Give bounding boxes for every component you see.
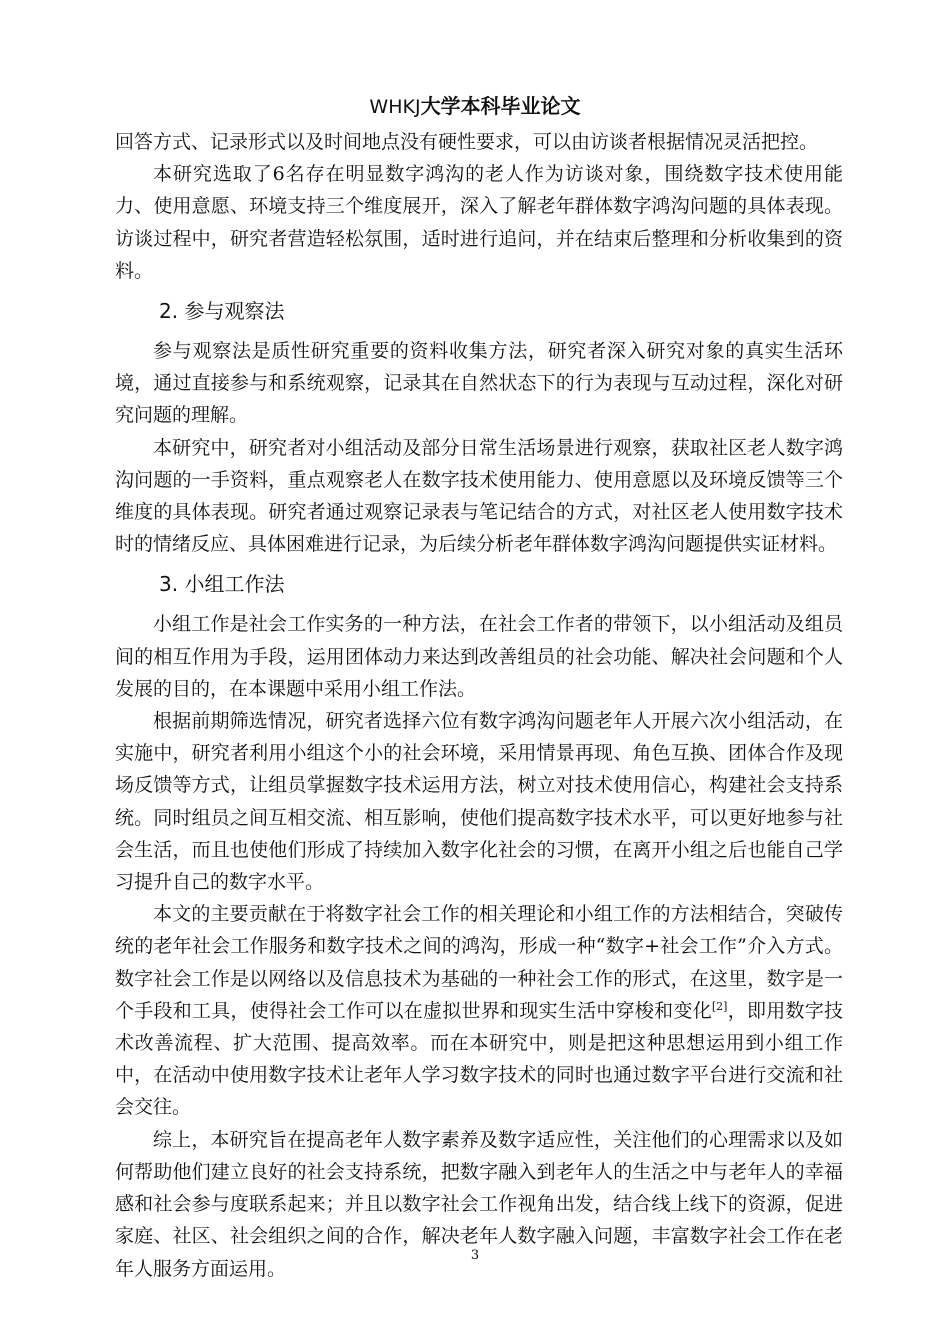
page-number: 3 <box>470 1248 480 1263</box>
document-body <box>115 126 843 1285</box>
paragraph-continued: 回答方式、记录形式以及时间地点没有硬性要求，可以由访谈者根据情况灵活把控。 <box>115 131 819 153</box>
paragraph-contribution <box>115 898 843 1123</box>
section-heading-group-work: 3. 小组工作法 <box>159 572 285 597</box>
contribution-text-b: ，即用数字技术改善流程、扩大范围、提高效率。而在本研究中，则是把这种思想运用到小组工作中，在活动中使用数字技术让老年人学习数字技术的同时也通过数字平台进行交流和社会交往。 <box>115 999 843 1119</box>
header-title: 大学本科毕业论文 <box>420 94 581 118</box>
header-latin: WHKJ <box>369 96 421 118</box>
section-heading-participant-observation: 2. 参与观察法 <box>159 299 285 324</box>
paragraph-summary: 综上，本研究旨在提高老年人数字素养及数字适应性，关注他们的心理需求以及如何帮助他们建立良好的社会支持系统，把数字融入到老年人的生活之中与老年人的幸福感和社会参与度联系起来；并且以数字社会工作视角出发，结合线上线下的资源，促进家庭、社区、社会组织之间的合作，解决老年人数字融入问题，丰富数字社会工作在老年人服务方面运用。 <box>115 1128 843 1280</box>
citation-marker: [2] <box>711 999 728 1013</box>
paragraph-observation-definition: 参与观察法是质性研究重要的资料收集方法，研究者深入研究对象的真实生活环境，通过直接参与和系统观察，记录其在自然状态下的行为表现与互动过程，深化对研究问题的理解。 <box>115 340 843 427</box>
paragraph-group-work-application: 根据前期筛选情况，研究者选择六位有数字鸿沟问题老年人开展六次小组活动，在实施中，研究者利用小组这个小的社会环境，采用情景再现、角色互换、团体合作及现场反馈等方式，让组员掌握数字技术运用方法，树立对技术使用信心，构建社会支持系统。同时组员之间互相交流、相互影响，使他们提高数字技术水平，可以更好地参与社会生活，而且也使他们形成了持续加入数字化社会的习惯，在离开小组之后也能自己学习提升自己的数字水平。 <box>115 710 843 894</box>
paragraph-interview-method: 本研究选取了6名存在明显数字鸿沟的老人作为访谈对象，围绕数字技术使用能力、使用意愿、环境支持三个维度展开，深入了解老年群体数字鸿沟问题的具体表现。访谈过程中，研究者营造轻松氛围，适时进行追问，并在结束后整理和分析收集到的资料。 <box>115 163 843 282</box>
paragraph-observation-application: 本研究中，研究者对小组活动及部分日常生活场景进行观察，获取社区老人数字鸿沟问题的一手资料，重点观察老人在数字技术使用能力、使用意愿以及环境反馈等三个维度的具体表现。研究者通过观察记录表与笔记结合的方式，对社区老人使用数字技术时的情绪反应、具体困难进行记录，为后续分析老年群体数字鸿沟问题提供实证材料。 <box>115 436 843 556</box>
contribution-text-a: 本文的主要贡献在于将数字社会工作的相关理论和小组工作的方法相结合，突破传统的老年社会工作服务和数字技术之间的鸿沟，形成一种“数字+社会工作”介入方式。数字社会工作是以网络以及信息技术为基础的一种社会工作的形式，在这里，数字是一个手段和工具，使得社会工作可以在虚拟世界和现实生活中穿梭和变化 <box>115 903 843 1022</box>
page-header <box>0 92 950 121</box>
paragraph-group-work-definition: 小组工作是社会工作实务的一种方法，在社会工作者的带领下，以小组活动及组员间的相互作用为手段，运用团体动力来达到改善组员的社会功能、解决社会问题和个人发展的目的，在本课题中采用小组工作法。 <box>115 613 843 700</box>
